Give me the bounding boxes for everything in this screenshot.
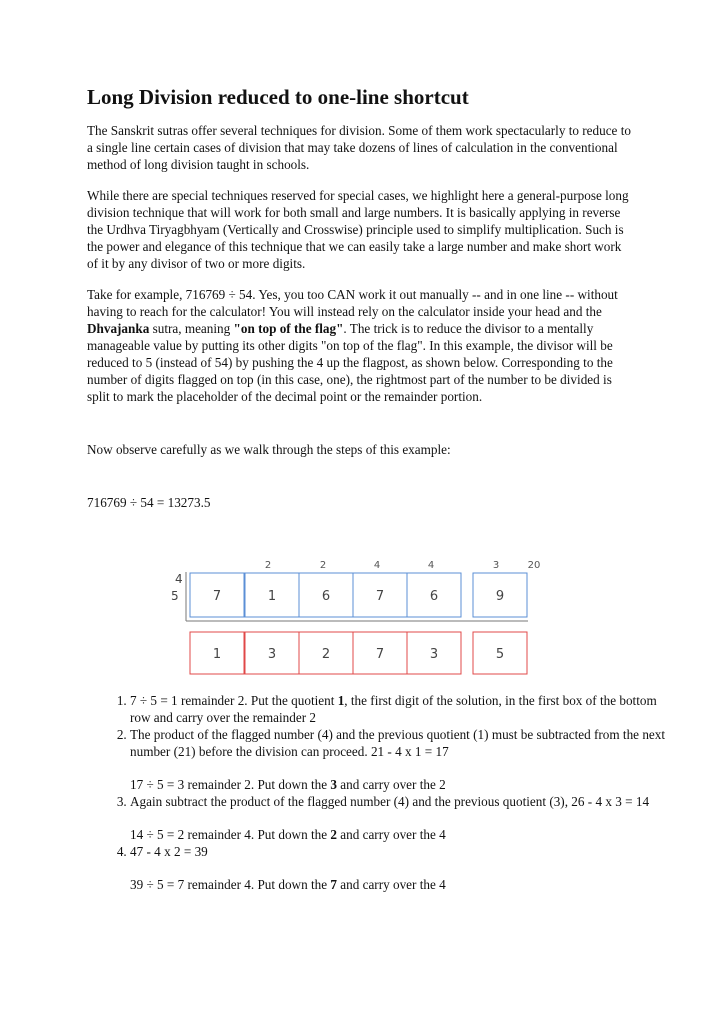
top-digit: 7 <box>375 589 385 604</box>
quotient-digit-box <box>473 632 527 674</box>
quotient-digit: 2 <box>321 647 331 662</box>
top-digit: 6 <box>429 589 439 604</box>
top-digit-box <box>190 573 244 617</box>
quotient-digit-box <box>245 632 299 674</box>
step-4: 4. 47 - 4 x 2 = 39 39 ÷ 5 = 7 remainder 4. Put down the 7 and carry over the 4 <box>130 843 675 893</box>
step-4-detail: 39 ÷ 5 = 7 remainder 4. Put down the 7 and carry over the 4 <box>130 877 446 892</box>
quotient-digit: 3 <box>429 647 439 662</box>
page-title: Long Division reduced to one-line shortcut <box>87 85 469 109</box>
top-digit: 9 <box>495 589 505 604</box>
step-2: 2. The product of the flagged number (4) and the previous quotient (1) must be subtracted from the next number (21) before the division can proceed. 21 - 4 x 1 = 17 17 ÷ 5 = 3 remainder 2. Put down the 3 and carry over the 2 <box>130 726 675 793</box>
top-digit: 1 <box>267 589 277 604</box>
walkthrough-intro: Now observe carefully as we walk through the steps of this example: <box>87 442 451 457</box>
top-digit-box <box>353 573 407 617</box>
document-body <box>87 84 632 511</box>
quotient-digit-box <box>190 632 244 674</box>
quotient-digit: 1 <box>212 647 222 662</box>
example-paragraph: Take for example, 716769 ÷ 54. Yes, you too CAN work it out manually -- and in one line -- without having to reach for the calculator! You will instead rely on the calculator inside your head and the Dhvajanka sutra, meaning "on top of the flag". The trick is to reduce the divisor to a mentally manageable value by putting its other digits "on top of the flag". In this example, the divisor will be reduced to 5 (instead of 54) by pushing the 4 up the flagpost, as shown below. Corresponding to the number of digits flagged on top (in this case, one), the rightmost part of the number to be divided is split to mark the placeholder of the decimal point or the remainder portion. <box>87 287 618 404</box>
top-digit-box <box>407 573 461 617</box>
intro-paragraph: The Sanskrit sutras offer several techniques for division. Some of them work spectacularly to reduce to a single line certain cases of division that may take dozens of lines of calculation in the conventional method of long division taught in schools. <box>87 123 631 172</box>
step-2-detail: 17 ÷ 5 = 3 remainder 2. Put down the 3 and carry over the 2 <box>130 777 446 792</box>
carry-digit: 2 <box>319 560 327 571</box>
step-3-detail: 14 ÷ 5 = 2 remainder 4. Put down the 2 and carry over the 4 <box>130 827 446 842</box>
example-equation: 716769 ÷ 54 = 13273.5 <box>87 495 211 510</box>
top-digit-box <box>245 573 299 617</box>
carry-digit: 4 <box>373 560 381 571</box>
top-digit-box <box>299 573 353 617</box>
quotient-digit-box <box>407 632 461 674</box>
top-digit: 7 <box>212 589 222 604</box>
sutra-meaning: "on top of the flag" <box>233 321 344 336</box>
quotient-digit-box <box>353 632 407 674</box>
technique-paragraph: While there are special techniques reserved for special cases, we highlight here a general-purpose long division technique that will work for both small and large numbers. It is basically applying in reverse the Urdhva Tiryagbhyam (Vertically and Crosswise) principle used to simplify multiplication. Such is the power and elegance of this technique that we can easily take a large number and make short work of it by any divisor of two or more digits. <box>87 188 629 271</box>
top-digit: 6 <box>321 589 331 604</box>
steps-list <box>87 692 675 893</box>
flag-digit: 4 <box>175 572 183 586</box>
carry-digit: 20 <box>527 560 541 571</box>
carry-digit: 3 <box>492 560 500 571</box>
step-3: 3. Again subtract the product of the flagged number (4) and the previous quotient (3), 26 - 4 x 3 = 14 14 ÷ 5 = 2 remainder 4. Put down the 2 and carry over the 4 <box>130 793 675 843</box>
quotient-digit-box <box>299 632 353 674</box>
quotient-digit: 3 <box>267 647 277 662</box>
divisor-digit: 5 <box>171 589 179 603</box>
step-1: 1. 7 ÷ 5 = 1 remainder 2. Put the quotient 1, the first digit of the solution, in the first box of the bottom row and carry over the remainder 2 <box>130 692 675 726</box>
top-digit-box <box>473 573 527 617</box>
carry-digit: 2 <box>264 560 272 571</box>
quotient-digit: 7 <box>375 647 385 662</box>
carry-digit: 4 <box>427 560 435 571</box>
sutra-name: Dhvajanka <box>87 321 150 336</box>
quotient-digit: 5 <box>495 647 505 662</box>
